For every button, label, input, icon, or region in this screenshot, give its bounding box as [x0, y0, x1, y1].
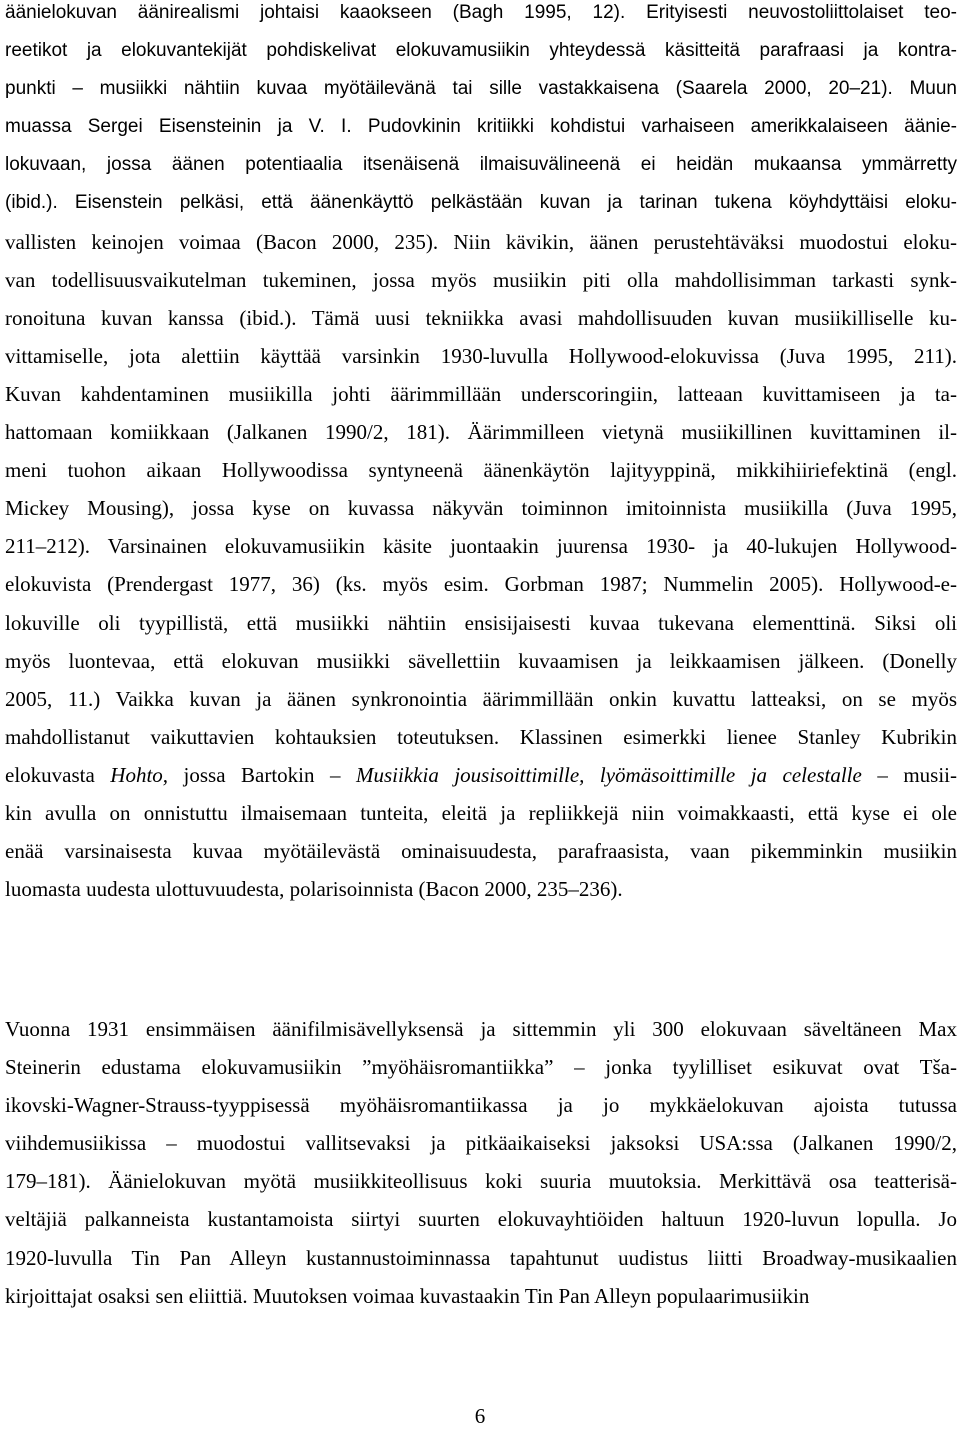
text-run: van todellisuusvaikutelman tukeminen, jossa myös musiikin piti olla mahdollisimman tarkasti synk- [5, 267, 957, 292]
text-line [5, 794, 957, 832]
text-run: lokuvaan, jossa äänen potentiaalia itsenäisenä ilmaisuvälineenä ei heidän mukaansa ymmärretty [5, 154, 957, 176]
text-line [5, 0, 957, 32]
text-line [5, 1048, 957, 1086]
text-run: jossa Bartokin – [168, 762, 357, 787]
text-line [5, 756, 957, 794]
text-line [5, 1124, 957, 1162]
text-run: reetikot ja elokuvantekijät pohdiskelivat elokuvamusiikin yhteydessä käsitteitä parafraasi ja kontra- [5, 40, 957, 62]
text-run: vallisten keinojen voimaa (Bacon 2000, 235). Niin kävikin, äänen perustehtäväksi muodostui eloku- [5, 229, 957, 254]
text-line [5, 451, 957, 489]
text-line [5, 299, 957, 337]
text-run: – musii- [861, 762, 957, 787]
paragraph [5, 0, 957, 908]
text-line [5, 680, 957, 718]
text-run: 2005, 11.) Vaikka kuvan ja äänen synkronointia äärimmillään onkin kuvattu latteaksi, on se myös [5, 686, 957, 711]
text-run: punkti – musiikki nähtiin kuvaa myötäilevänä tai sille vastakkaisena (Saarela 2000, 20–21). Muun [5, 78, 957, 100]
text-line [5, 32, 957, 70]
text-run: Kuvan kahdentaminen musiikilla johti äärimmillään underscoringiin, latteaan kuvittamiseen ja ta- [5, 381, 957, 406]
text-line [5, 413, 957, 451]
text-line [5, 718, 957, 756]
text-line [5, 489, 957, 527]
text-line [5, 527, 957, 565]
text-run: ikovski-Wagner-Strauss-tyyppisessä myöhäisromantiikassa ja jo mykkäelokuvan ajoista tutussa [5, 1093, 957, 1118]
text-line [5, 832, 957, 870]
text-line [5, 1200, 957, 1238]
text-run: Mickey Mousing), jossa kyse on kuvassa näkyvän toiminnon imitoinnista musiikilla (Juva 1995, [5, 496, 957, 521]
text-line [5, 1010, 957, 1048]
text-run: myös luontevaa, että elokuvan musiikki sävellettiin kuvaamisen ja leikkaamisen jälkeen. (Donelly [5, 648, 957, 673]
text-line [5, 1239, 957, 1277]
text-run: elokuvista (Prendergast 1977, 36) (ks. myös esim. Gorbman 1987; Nummelin 2005). Hollywood-e- [5, 572, 957, 597]
text-line [5, 146, 957, 184]
text-line [5, 604, 957, 642]
paragraph [5, 1010, 957, 1315]
text-line [5, 870, 957, 908]
text-run: kirjoittajat osaksi sen eliittiä. Muutoksen voimaa kuvastaakin Tin Pan Alleyn populaarimusiikin [5, 1283, 810, 1308]
text-run: muassa Sergei Eisensteinin ja V. I. Pudovkinin kritiikki kohdistui varhaiseen amerikkalaiseen äänie- [5, 116, 957, 138]
text-run: kin avulla on onnistuttu ilmaisemaan tunteita, eleitä ja repliikkejä niin voimakkaasti, että kyse ei ole [5, 800, 957, 825]
text-line [5, 1277, 957, 1315]
text-line [5, 642, 957, 680]
text-run: ronoituna kuvan kanssa (ibid.). Tämä uusi tekniikka avasi mahdollisuuden kuvan musiikilliselle ku- [5, 305, 957, 330]
text-run: enää varsinaisesta kuvaa myötäilevästä ominaisuudesta, parafraasista, vaan pikemminkin musiikin [5, 839, 957, 864]
text-run: mahdollistanut vaikuttavien kohtauksien toteutuksen. Klassinen esimerkki lienee Stanley Kubrikin [5, 724, 957, 749]
text-run: luomasta uudesta ulottuvuudesta, polarisoinnista (Bacon 2000, 235–236). [5, 877, 623, 902]
text-line [5, 108, 957, 146]
text-line [5, 261, 957, 299]
text-run: 179–181). Äänielokuvan myötä musiikkiteollisuus koki suuria muutoksia. Merkittävä osa teatterisä- [5, 1169, 957, 1194]
italic-title: Hohto, [110, 762, 169, 787]
text-run: lokuville oli tyypillistä, että musiikki nähtiin ensisijaisesti kuvaa tukevana elementtinä. Siksi oli [5, 610, 957, 635]
text-run: meni tuohon aikaan Hollywoodissa syntyneenä äänenkäytön lajityyppinä, mikkihiiriefektinä (engl. [5, 458, 957, 483]
text-line [5, 70, 957, 108]
text-line [5, 337, 957, 375]
text-line [5, 1086, 957, 1124]
text-run: vittamiselle, jota alettiin käyttää varsinkin 1930-luvulla Hollywood-elokuvissa (Juva 1995, 211). [5, 343, 957, 368]
text-run: (ibid.). Eisenstein pelkäsi, että äänenkäyttö pelkästään kuvan ja tarinan tukena köyhdyttäisi eloku- [5, 192, 957, 214]
text-run: äänielokuvan äänirealismi johtaisi kaaokseen (Bagh 1995, 12). Erityisesti neuvostoliittolaiset teo- [5, 2, 957, 23]
page-number: 6 [474, 1404, 486, 1428]
text-line [5, 1162, 957, 1200]
text-run: 1920-luvulla Tin Pan Alleyn kustannustoiminnassa tapahtunut uudistus liitti Broadway-musikaalien [5, 1245, 957, 1270]
text-line [5, 184, 957, 222]
italic-title: Musiikkia jousisoittimille, lyömäsoittimille ja celestalle [356, 762, 862, 787]
text-run: elokuvasta [5, 762, 111, 787]
text-run: 211–212). Varsinainen elokuvamusiikin käsite juontaakin juurensa 1930- ja 40-lukujen Hollywood- [5, 534, 957, 559]
text-run: Steinerin edustama elokuvamusiikin ”myöhäisromantiikka” – jonka tyylilliset esikuvat ovat Tša- [5, 1055, 957, 1080]
text-run: viihdemusiikissa – muodostui vallitsevaksi ja pitkäaikaiseksi jaksoksi USA:ssa (Jalkanen 1990/2, [5, 1131, 957, 1156]
text-line [5, 375, 957, 413]
text-run: hattomaan komiikkaan (Jalkanen 1990/2, 181). Äärimmilleen vietynä musiikillinen kuvittaminen il- [5, 420, 957, 445]
text-line [5, 223, 957, 261]
text-run: Vuonna 1931 ensimmäisen äänifilmisävellyksensä ja sittemmin yli 300 elokuvaan säveltäneen Max [5, 1017, 957, 1041]
text-line [5, 565, 957, 603]
text-run: veltäjiä palkanneista kustantamoista siirtyi suurten elokuvayhtiöiden haltuun 1920-luvun lopulla. Jo [5, 1207, 957, 1232]
